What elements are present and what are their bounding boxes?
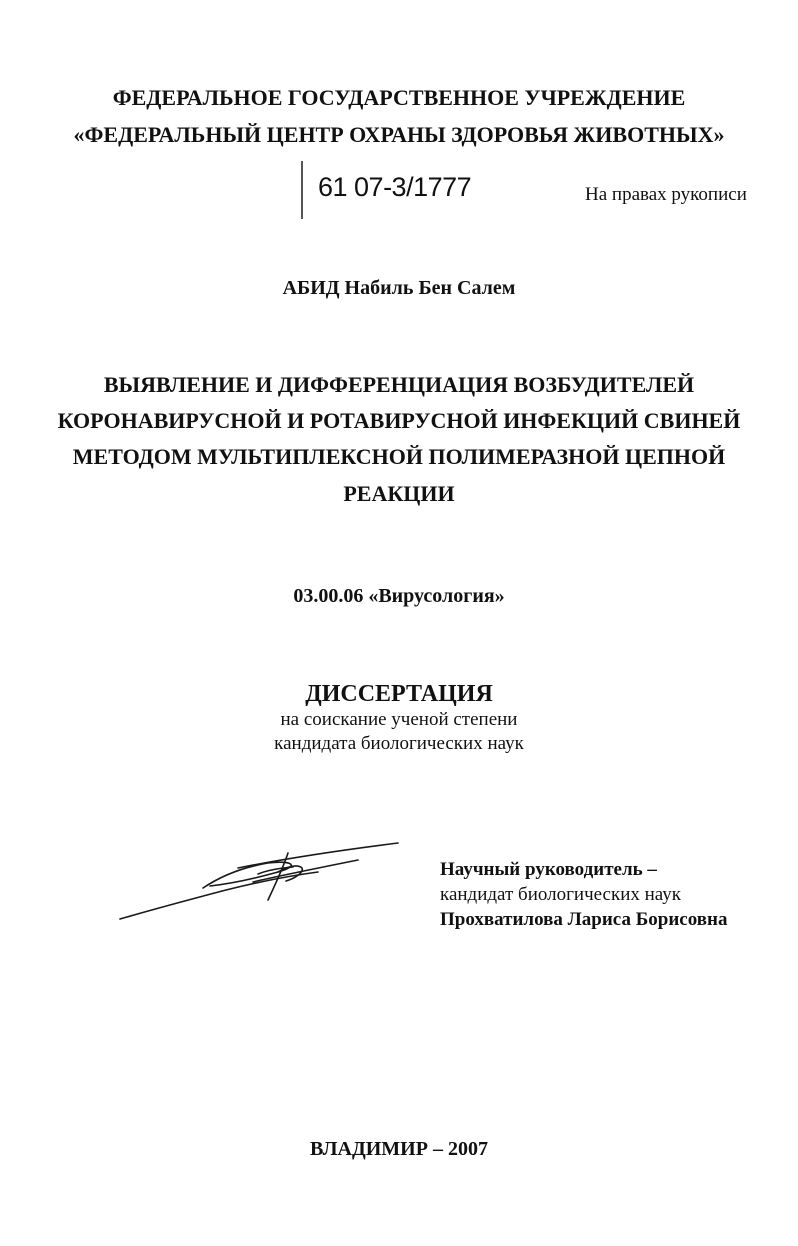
title-line: КОРОНАВИРУСНОЙ И РОТАВИРУСНОЙ ИНФЕКЦИЙ СВИНЕЙ [57,408,741,433]
supervisor-role: Научный руководитель – [440,859,657,880]
signature-image [118,838,408,928]
title-line: РЕАКЦИИ [343,481,455,506]
author-name: АБИД Набиль Бен Салем [282,277,516,299]
title-line: МЕТОДОМ МУЛЬТИПЛЕКСНОЙ ПОЛИМЕРАЗНОЙ ЦЕПНОЙ [72,444,726,469]
specialty-code: 03.00.06 «Вирусология» [293,585,505,607]
stamp-bar-mark [301,161,303,219]
supervisor-name: Прохватилова Лариса Борисовна [440,909,728,930]
degree-line-1: на соискание ученой степени [280,709,518,730]
manuscript-rights-note: На правах рукописи [585,184,747,205]
organization-line-1: ФЕДЕРАЛЬНОЕ ГОСУДАРСТВЕННОЕ УЧРЕЖДЕНИЕ [112,85,686,110]
degree-line-2: кандидата биологических наук [274,733,524,754]
title-line: ВЫЯВЛЕНИЕ И ДИФФЕРЕНЦИАЦИЯ ВОЗБУДИТЕЛЕЙ [103,372,695,397]
library-code-stamp: 61 07-3/1777 [318,172,472,202]
document-type: ДИССЕРТАЦИЯ [305,681,493,707]
organization-line-2: «ФЕДЕРАЛЬНЫЙ ЦЕНТР ОХРАНЫ ЗДОРОВЬЯ ЖИВОТНЫХ» [73,122,725,147]
supervisor-block [440,857,727,932]
supervisor-degree: кандидат биологических наук [440,884,681,905]
city-year: ВЛАДИМИР – 2007 [310,1138,488,1160]
